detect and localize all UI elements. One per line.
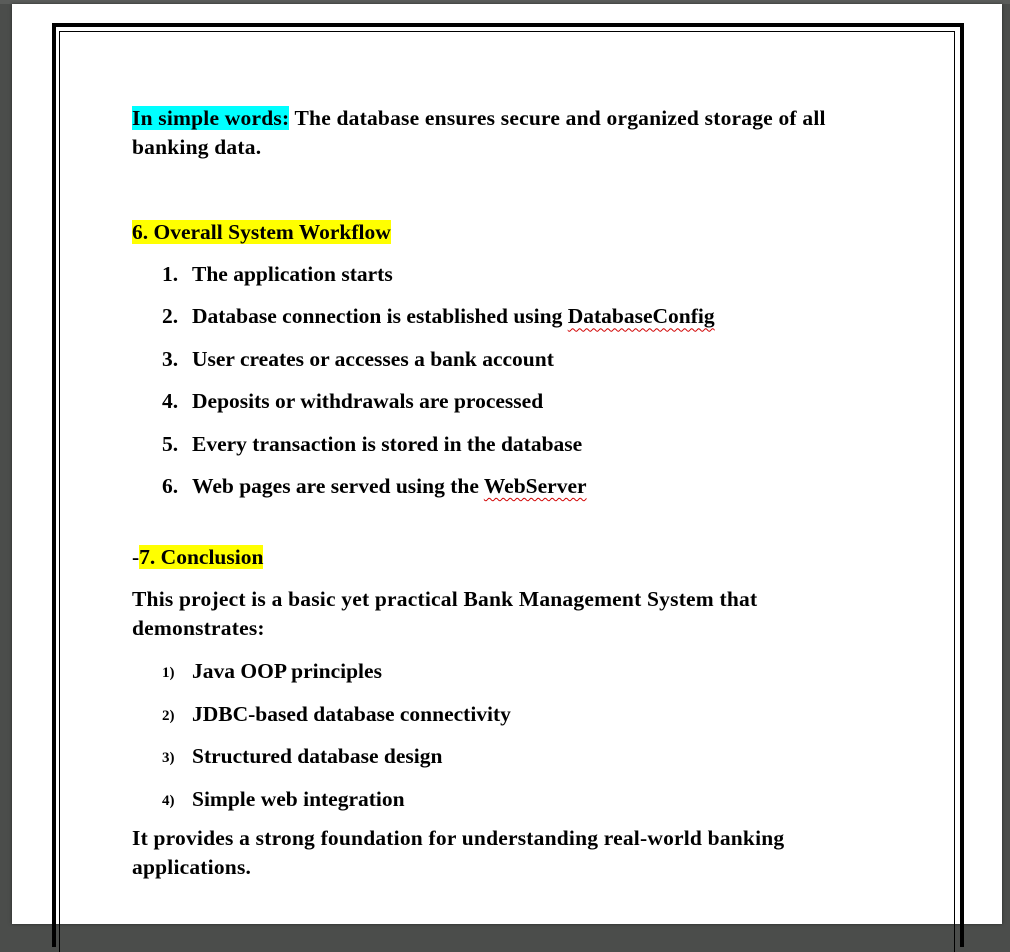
list-item-number: 4.: [162, 389, 179, 414]
intro-paragraph: [132, 104, 882, 162]
list-item-number: 1.: [162, 262, 179, 286]
list-item: [132, 742, 882, 784]
list-item: [132, 472, 882, 514]
list-item-number: 2): [162, 707, 175, 724]
conclusion-intro: This project is a basic yet practical Bank Management System that demonstrates:: [132, 587, 758, 641]
conclusion-list: [132, 657, 882, 823]
list-item: [132, 430, 882, 472]
list-item-text: Web pages are served using the: [192, 473, 484, 498]
list-item: [132, 345, 882, 387]
list-item: [132, 785, 882, 824]
list-item-number: 3): [162, 750, 175, 767]
list-item-text: The application starts: [192, 262, 393, 286]
document-page: [12, 4, 1002, 924]
conclusion-heading-text: 7. Conclusion: [139, 545, 264, 570]
list-item-number: 2.: [162, 304, 179, 329]
closing-paragraph: It provides a strong foundation for understanding real-world banking applications.: [132, 825, 785, 879]
spellcheck-word[interactable]: DatabaseConfig: [567, 304, 715, 329]
conclusion-prefix: -: [132, 545, 140, 570]
list-item-number: 3.: [162, 346, 179, 371]
list-item-text: Every transaction is stored in the database: [192, 431, 583, 456]
intro-label: In simple words:: [132, 106, 290, 130]
list-item-text: JDBC-based database connectivity: [192, 701, 511, 726]
list-item-number: 6.: [162, 473, 179, 498]
workflow-list: [132, 260, 882, 514]
workflow-heading-text: 6. Overall System Workflow: [132, 220, 391, 244]
list-item-text: Simple web integration: [192, 786, 405, 811]
list-item-text: Structured database design: [192, 744, 443, 769]
spellcheck-word[interactable]: WebServer: [483, 473, 587, 498]
list-item: [132, 657, 882, 699]
list-item: [132, 302, 882, 344]
conclusion-heading: [132, 543, 882, 572]
list-item: [132, 260, 882, 302]
list-item-text: Database connection is established using: [192, 304, 568, 329]
list-item: [132, 387, 882, 429]
list-item-text: Deposits or withdrawals are processed: [192, 389, 544, 414]
list-item: [132, 700, 882, 742]
page-content: [132, 104, 882, 882]
list-item-number: 5.: [162, 431, 179, 456]
list-item-text: User creates or accesses a bank account: [192, 346, 554, 371]
workflow-heading: [132, 218, 882, 247]
intro-text: The database ensures secure and organized storage of all banking data.: [132, 106, 826, 159]
list-item-number: 4): [162, 792, 175, 809]
list-item-text: Java OOP principles: [192, 659, 382, 684]
list-item-number: 1): [162, 665, 175, 682]
